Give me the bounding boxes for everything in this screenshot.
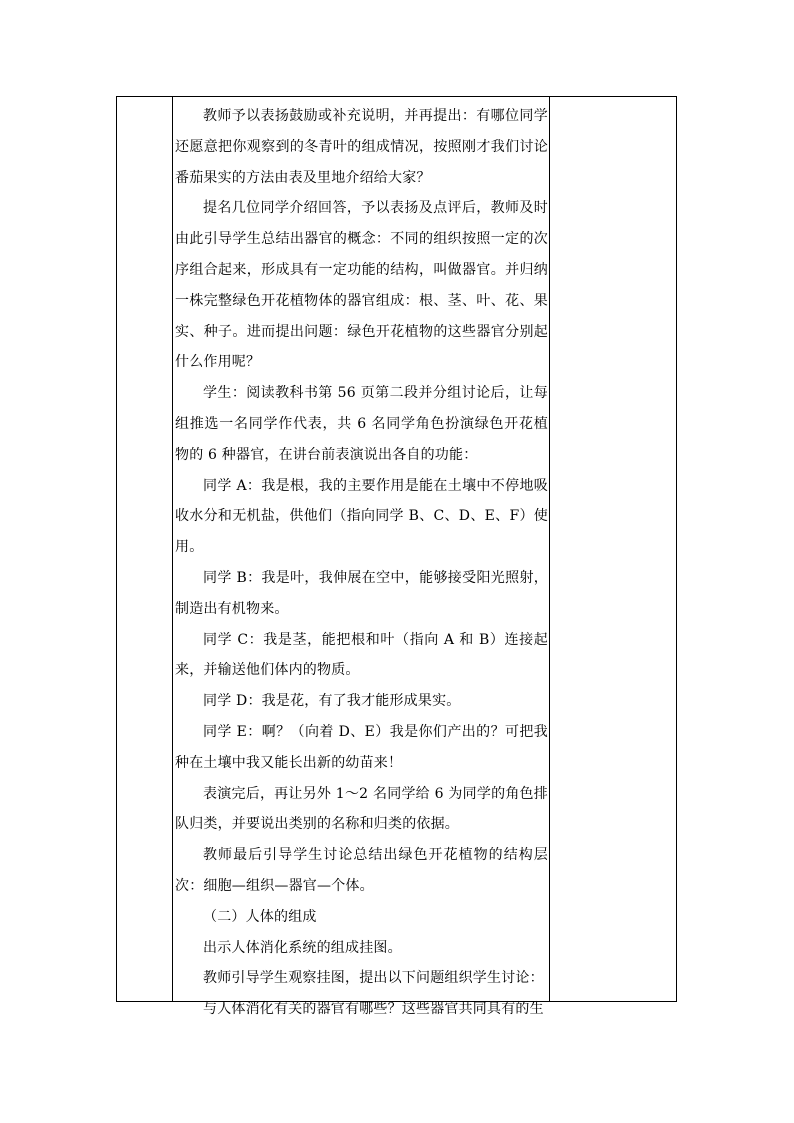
paragraph-student-d: 同学 D：我是花，有了我才能形成果实。 bbox=[203, 693, 461, 710]
table-right-column-divider bbox=[549, 97, 550, 1001]
paragraph-show-chart: 出示人体消化系统的组成挂图。 bbox=[203, 939, 402, 956]
lesson-content-cell bbox=[175, 101, 548, 1025]
paragraph-student-c: 同学 C：我是茎，能把根和叶（指向 A 和 B）连接起来，并输送他们体内的物质。 bbox=[175, 631, 548, 679]
paragraph-structure-levels: 教师最后引导学生讨论总结出绿色开花植物的结构层次：细胞—组织—器官—个体。 bbox=[175, 847, 548, 894]
paragraph-digestion-question: 与人体消化有关的器官有哪些？这些器官共同具有的生 bbox=[203, 1001, 544, 1018]
paragraph-student-e: 同学 E：啊？（向着 D、E）我是你们产出的？可把我种在土壤中我又能长出新的幼苗来！ bbox=[175, 723, 548, 771]
paragraph-guide-questions: 教师引导学生观察挂图，提出以下问题组织学生讨论： bbox=[203, 970, 544, 987]
paragraph-organ-concept: 提名几位同学介绍回答，予以表扬及点评后，教师及时由此引导学生总结出器官的概念：不同的组织按照一定的次序组合起来，形成具有一定功能的结构，叫做器官。并归纳一株完整绿色开花植物体的器官组成：根、茎、叶、花、果实、种子。进而提出问题：绿色开花植物的这些器官分别起什么作用呢？ bbox=[175, 200, 548, 371]
lesson-table bbox=[116, 96, 677, 1018]
table-left-column-divider bbox=[172, 97, 173, 1001]
paragraph-student-roleplay: 学生：阅读教科书第 56 页第二段并分组讨论后，让每组推选一名同学作代表，共 6 名同学角色扮演绿色开花植物的 6 种器官，在讲台前表演说出各自的功能： bbox=[175, 385, 548, 463]
paragraph-student-a: 同学 A：我是根，我的主要作用是能在土壤中不停地吸收水分和无机盐，供他们（指向同学 B、C、D、E、F）使用。 bbox=[175, 477, 548, 556]
paragraph-teacher-praise: 教师予以表扬鼓励或补充说明，并再提出：有哪位同学还愿意把你观察到的冬青叶的组成情况，按照刚才我们讨论番茄果实的方法由表及里地介绍给大家？ bbox=[175, 108, 548, 186]
section-heading-human-body: （二）人体的组成 bbox=[203, 908, 317, 925]
paragraph-classification: 表演完后，再让另外 1～2 名同学给 6 为同学的角色排队归类，并要说出类别的名称和归类的依据。 bbox=[175, 785, 548, 833]
paragraph-student-b: 同学 B：我是叶，我伸展在空中，能够接受阳光照射，制造出有机物来。 bbox=[175, 569, 548, 617]
